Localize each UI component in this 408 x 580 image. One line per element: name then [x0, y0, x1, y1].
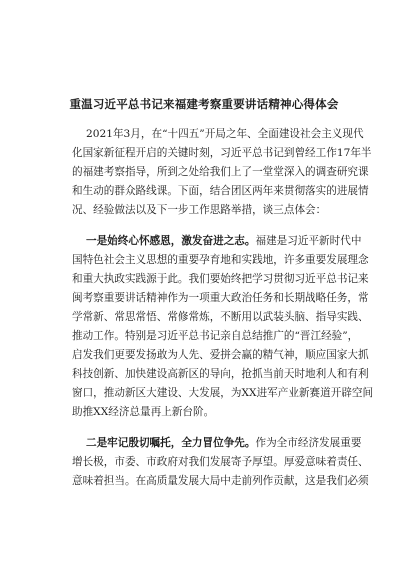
paragraph-1-line-2: 化国家新征程开启的关键时刻，习近平总书记到曾经工作17年半: [72, 147, 372, 159]
paragraph-3-line-2: 增长极，市委、市政府对我们发展寄予厚望。厚爱意味着责任、: [72, 456, 369, 468]
paragraph-3-line-3: 意味着担当。在高质量发展大局中走前列作贡献，这是我们必须: [72, 475, 369, 487]
paragraph-2-line-6: 推动工作。特别是习近平总书记亲自总结推广的“晋江经验”，: [72, 330, 359, 342]
paragraph-2-line-2: 国特色社会主义思想的重要孕育地和实践地，许多重要发展理念: [72, 254, 369, 266]
paragraph-1-line-4: 和生动的群众路线课。下面，结合团区两年来贯彻落实的进展情: [72, 185, 369, 197]
paragraph-1-line-5: 况、经验做法以及下一步工作思路举措，谈三点体会：: [72, 204, 327, 216]
paragraph-2-lead: 一是始终心怀感恩，激发奋进之志。: [86, 235, 256, 247]
paragraph-2-line-1-text: 福建是习近平新时代中: [255, 235, 362, 247]
paragraph-2-line-9: 窗口，推动新区大建设、大发展，为XX进军产业新赛道开辟空间: [72, 387, 374, 399]
paragraph-2-line-1: [86, 235, 362, 247]
paragraph-1-line-3: 的福建考察指导，所到之处给我们上了一堂堂深入的调查研究课: [72, 166, 369, 178]
paragraph-2-line-7: 启发我们更要发扬敢为人先、爱拼会赢的精气神，顺应国家大抓: [72, 349, 369, 361]
paragraph-2-line-10: 助推XX经济总量再上新台阶。: [72, 406, 215, 418]
paragraph-3-line-1-text: 作为全市经济发展重要: [255, 437, 362, 449]
paragraph-2-line-8: 科技创新、加快建设高新区的导向，抢抓当前天时地利人和有利: [72, 368, 369, 380]
paragraph-1-line-1: 2021年3月，在“十四五”开局之年、全面建设社会主义现代: [86, 128, 364, 140]
paragraph-2-line-3: 和重大执政实践源于此。我们要始终把学习贯彻习近平总书记来: [72, 273, 369, 285]
paragraph-2-line-4: 闽考察重要讲话精神作为一项重大政治任务和长期战略任务，常: [72, 292, 369, 304]
paragraph-3-lead: 二是牢记殷切嘱托，全力冒位争先。: [86, 437, 256, 449]
document-title: 重温习近平总书记来福建考察重要讲话精神心得体会: [69, 97, 339, 111]
paragraph-2-line-5: 学常新、常思常悟、常修常炼，不断用以武装头脑、指导实践、: [72, 311, 369, 323]
paragraph-3-line-1: [86, 437, 362, 449]
